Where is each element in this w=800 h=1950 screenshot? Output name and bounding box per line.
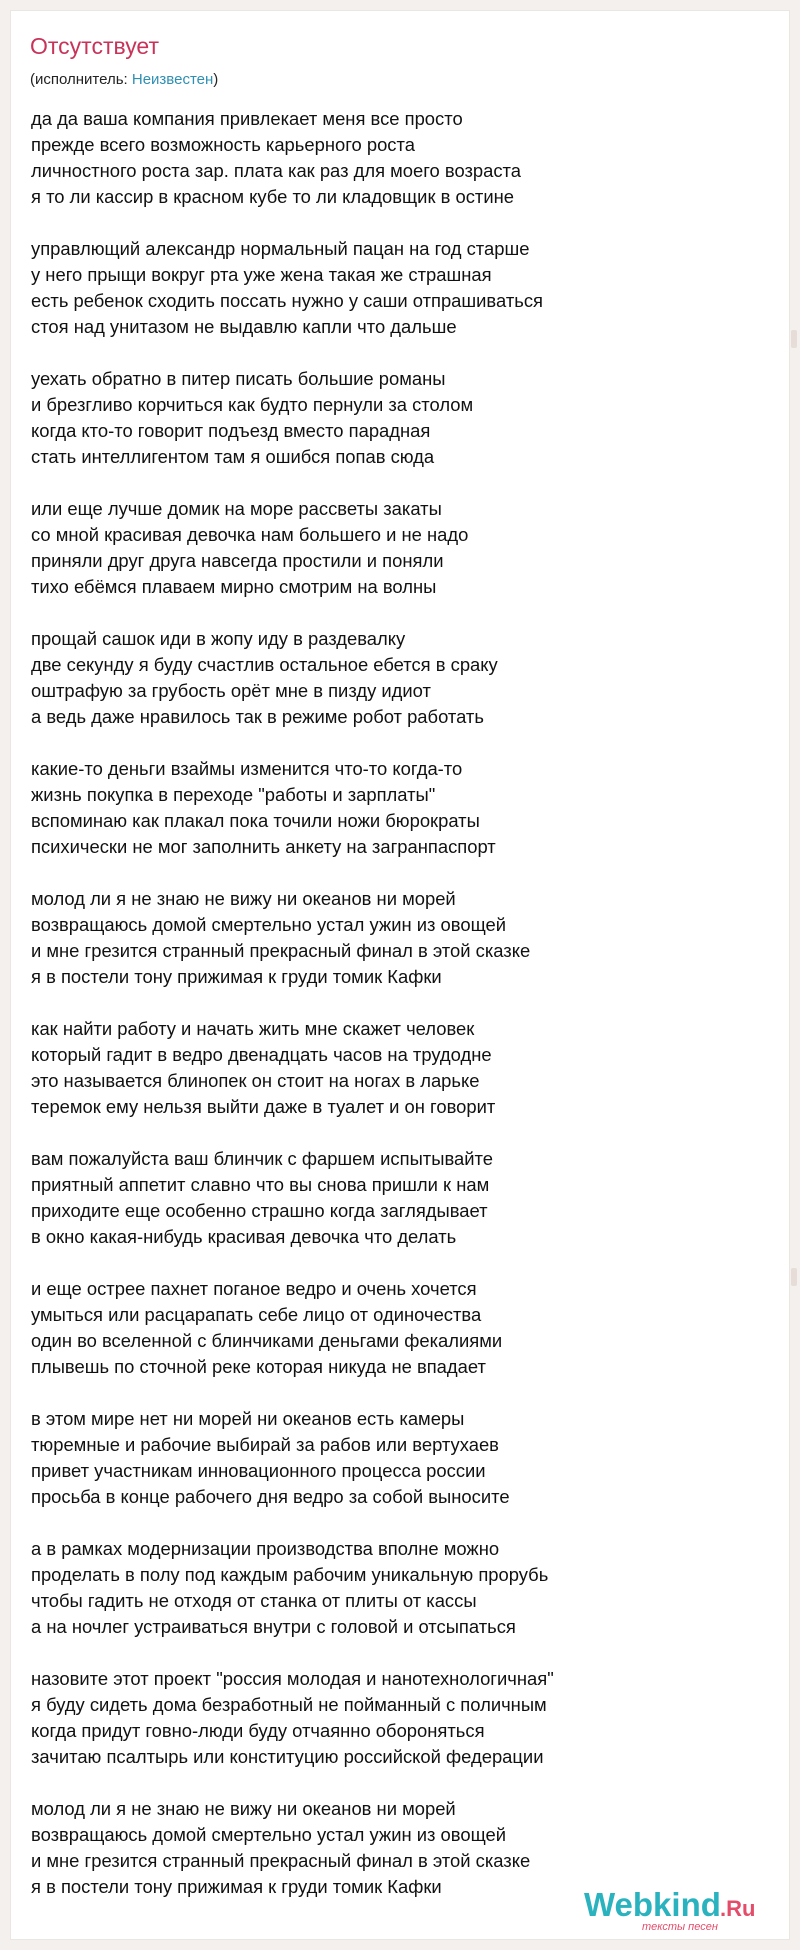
lyric-line: и мне грезится странный прекрасный финал в этой сказке	[31, 1850, 531, 1871]
byline-suffix: )	[213, 71, 219, 88]
lyrics-stanza	[31, 1406, 771, 1510]
lyrics-text	[31, 106, 771, 1926]
lyric-line: умыться или расцарапать себе лицо от одиночества	[31, 1304, 482, 1325]
lyric-line: это называется блинопек он стоит на ногах в ларьке	[31, 1070, 480, 1091]
lyric-line: оштрафую за грубость орёт мне в пизду идиот	[31, 680, 431, 701]
lyric-line: чтобы гадить не отходя от станка от плиты от кассы	[31, 1590, 477, 1611]
lyric-line: а в рамках модернизации производства вполне можно	[31, 1538, 500, 1559]
lyric-line: со мной красивая девочка нам большего и не надо	[31, 524, 469, 545]
scroll-marker	[791, 330, 797, 348]
lyric-line: прежде всего возможность карьерного роста	[31, 134, 415, 155]
lyric-line: приятный аппетит славно что вы снова пришли к нам	[31, 1174, 490, 1195]
lyric-line: проделать в полу под каждым рабочим уникальную прорубь	[31, 1564, 549, 1585]
lyric-line: молод ли я не знаю не вижу ни океанов ни морей	[31, 888, 456, 909]
lyrics-stanza	[31, 756, 771, 860]
lyric-line: или еще лучше домик на море рассветы закаты	[31, 498, 442, 519]
lyric-line: две секунду я буду счастлив остальное ебется в сраку	[31, 654, 498, 675]
lyric-line: и еще острее пахнет поганое ведро и очень хочется	[31, 1278, 477, 1299]
lyrics-stanza	[31, 886, 771, 990]
lyric-line: а на ночлег устраиваться внутри с головой и отсыпаться	[31, 1616, 516, 1637]
lyric-line: я то ли кассир в красном кубе то ли кладовщик в остине	[31, 186, 514, 207]
lyric-line: и брезгливо корчиться как будто пернули за столом	[31, 394, 474, 415]
lyric-line: возвращаюсь домой смертельно устал ужин из овощей	[31, 914, 506, 935]
lyric-line: тюремные и рабочие выбирай за рабов или вертухаев	[31, 1434, 499, 1455]
lyrics-stanza	[31, 1276, 771, 1380]
lyric-line: уехать обратно в питер писать большие романы	[31, 368, 446, 389]
lyric-line: есть ребенок сходить поссать нужно у саши отпрашиваться	[31, 290, 543, 311]
lyric-line: один во вселенной с блинчиками деньгами фекалиями	[31, 1330, 503, 1351]
lyric-line: у него прыщи вокруг рта уже жена такая же страшная	[31, 264, 492, 285]
lyric-line: вам пожалуйста ваш блинчик с фаршем испытывайте	[31, 1148, 493, 1169]
lyric-line: а ведь даже нравилось так в режиме робот работать	[31, 706, 484, 727]
lyrics-stanza	[31, 1016, 771, 1120]
lyric-line: когда кто-то говорит подъезд вместо парадная	[31, 420, 431, 441]
lyrics-stanza	[31, 236, 771, 340]
lyric-line: приняли друг друга навсегда простили и поняли	[31, 550, 444, 571]
site-logo[interactable]	[584, 1882, 784, 1932]
lyric-line: я буду сидеть дома безработный не пойманный с поличным	[31, 1694, 547, 1715]
lyric-line: возвращаюсь домой смертельно устал ужин из овощей	[31, 1824, 506, 1845]
lyric-line: прощай сашок иди в жопу иду в раздевалку	[31, 628, 406, 649]
lyric-line: теремок ему нельзя выйти даже в туалет и он говорит	[31, 1096, 496, 1117]
lyric-line: личностного роста зар. плата как раз для моего возраста	[31, 160, 521, 181]
lyric-line: управлющий александр нормальный пацан на год старше	[31, 238, 530, 259]
lyrics-stanza	[31, 1146, 771, 1250]
lyrics-stanza	[31, 1666, 771, 1770]
logo-word: Webkind	[584, 1886, 721, 1923]
song-title: Отсутствует	[30, 33, 159, 59]
lyrics-stanza	[31, 626, 771, 730]
lyric-line: в этом мире нет ни морей ни океанов есть камеры	[31, 1408, 465, 1429]
lyric-line: в окно какая-нибудь красивая девочка что делать	[31, 1226, 457, 1247]
lyric-line: молод ли я не знаю не вижу ни океанов ни морей	[31, 1798, 456, 1819]
lyric-line: какие-то деньги взаймы изменится что-то когда-то	[31, 758, 463, 779]
lyrics-stanza	[31, 366, 771, 470]
lyric-line: жизнь покупка в переходе "работы и зарплаты"	[31, 784, 436, 805]
lyric-line: когда придут говно-люди буду отчаянно обороняться	[31, 1720, 485, 1741]
scroll-marker	[791, 1268, 797, 1286]
artist-link[interactable]: Неизвестен	[131, 71, 214, 88]
lyric-line: как найти работу и начать жить мне скажет человек	[31, 1018, 475, 1039]
logo-tld: .Ru	[720, 1896, 756, 1921]
lyric-line: назовите этот проект "россия молодая и нанотехнологичная"	[31, 1668, 554, 1689]
logo-graphic	[584, 1882, 784, 1932]
lyric-line: приходите еще особенно страшно когда заглядывает	[31, 1200, 488, 1221]
lyric-line: и мне грезится странный прекрасный финал в этой сказке	[31, 940, 531, 961]
lyric-line: стать интеллигентом там я ошибся попав сюда	[31, 446, 435, 467]
lyric-line: плывешь по сточной реке которая никуда не впадает	[31, 1356, 486, 1377]
lyric-line: просьба в конце рабочего дня ведро за собой выносите	[31, 1486, 510, 1507]
lyric-line: вспоминаю как плакал пока точили ножи бюрократы	[31, 810, 480, 831]
lyric-line: психически не мог заполнить анкету на загранпаспорт	[31, 836, 496, 857]
lyric-line: тихо ебёмся плаваем мирно смотрим на волны	[31, 576, 437, 597]
lyric-line: привет участникам инновационного процесса россии	[31, 1460, 486, 1481]
lyric-line: который гадит в ведро двенадцать часов на трудодне	[31, 1044, 492, 1065]
artist-byline	[30, 71, 218, 88]
byline-prefix: (исполнитель:	[30, 71, 132, 88]
lyric-line: я в постели тону прижимая к груди томик Кафки	[31, 1876, 442, 1897]
lyric-line: зачитаю псалтырь или конституцию российской федерации	[31, 1746, 544, 1767]
logo-tagline: тексты песен	[642, 1921, 718, 1932]
lyric-line: да да ваша компания привлекает меня все просто	[31, 108, 463, 129]
lyrics-stanza	[31, 106, 771, 210]
lyric-line: я в постели тону прижимая к груди томик Кафки	[31, 966, 442, 987]
lyric-line: стоя над унитазом не выдавлю капли что дальше	[31, 316, 457, 337]
lyrics-stanza	[31, 496, 771, 600]
lyrics-stanza	[31, 1536, 771, 1640]
